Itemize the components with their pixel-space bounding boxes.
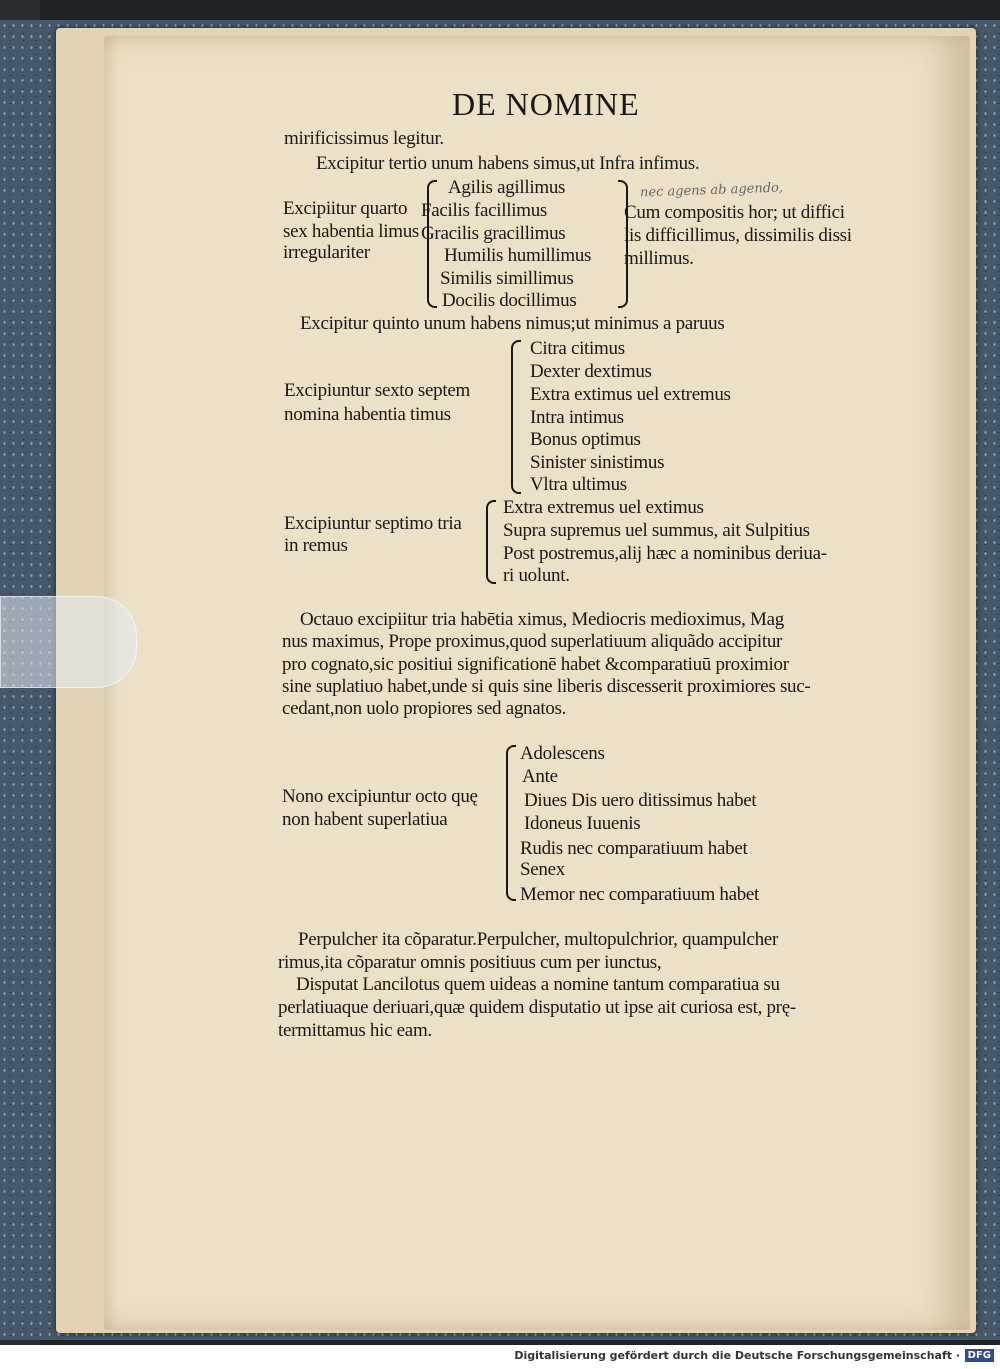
text-line: rimus,ita cõparatur omnis positiuus cum per iunctus,: [278, 952, 662, 973]
brace: [486, 500, 496, 584]
text-line: Excipiitur quarto: [283, 198, 408, 219]
text-line: Gracilis gracillimus: [421, 223, 566, 244]
text-line: Adolescens: [520, 743, 605, 764]
text-line: Memor nec comparatiuum habet: [520, 884, 760, 905]
scanner-clip: [0, 596, 137, 688]
text-line: Humilis humillimus: [444, 245, 592, 266]
text-line: Intra intimus: [530, 407, 624, 428]
text-line: Excipitur quinto unum habens nimus;ut minimus a paruus: [300, 313, 725, 334]
text-line: Facilis facillimus: [421, 200, 547, 221]
text-line: Cum compositis hor; ut diffici: [624, 202, 845, 223]
text-line: pro cognato,sic positiui significationē habet &comparatiuū proximior: [282, 654, 789, 675]
text-line: Post postremus,alij hæc a nominibus deriua-: [503, 543, 827, 564]
brace: [511, 340, 521, 494]
text-line: Perpulcher ita cõparatur.Perpulcher, multopulchrior, quampulcher: [298, 929, 778, 950]
text-line: Supra supremus uel summus, ait Sulpitius: [503, 520, 810, 541]
text-line: ri uolunt.: [503, 565, 570, 586]
text-line: Extra extremus uel extimus: [503, 497, 704, 518]
page-header: DE NOMINE: [452, 86, 640, 122]
text-line: Bonus optimus: [530, 429, 641, 450]
text-line: Rudis nec comparatiuum habet: [520, 838, 748, 859]
text-line: Sinister sinistimus: [530, 452, 665, 473]
text-line: nomina habentia timus: [284, 404, 451, 425]
text-line: Extra extimus uel extremus: [530, 384, 731, 405]
text-line: cedant,non uolo propiores sed agnatos.: [282, 698, 567, 719]
text-line: Docilis docillimus: [442, 290, 577, 311]
text-line: Octauo excipiitur tria habētia ximus, Mediocris medioximus, Mag: [300, 609, 784, 630]
dfg-logo: DFG: [965, 1349, 994, 1362]
text-line: Excipiuntur septimo tria: [284, 513, 462, 534]
footer-credit: Digitalisierung gefördert durch die Deutsche Forschungsgemeinschaft ·: [514, 1349, 960, 1362]
text-line: Vltra ultimus: [530, 474, 627, 495]
text-line: Ante: [522, 766, 558, 787]
text-line: irregulariter: [283, 242, 370, 263]
text-line: millimus.: [624, 248, 694, 269]
text-line: Agilis agillimus: [448, 177, 566, 198]
text-line: in remus: [284, 535, 348, 556]
text-line: sex habentia limus: [283, 221, 420, 242]
text-line: sine suplatiuo habet,unde si quis sine liberis discesserit proximiores suc-: [282, 676, 811, 697]
text-line: Citra citimus: [530, 338, 625, 359]
text-line: Disputat Lancilotus quem uideas a nomine tantum comparatiua su: [296, 974, 780, 995]
text-line: termittamus hic eam.: [278, 1020, 432, 1041]
text-line: perlatiuaque deriuari,quæ quidem disputatio ut ipse ait curiosa est, prę-: [278, 997, 796, 1018]
text-line: Nono excipiuntur octo quę: [282, 786, 478, 807]
text-line: lis difficillimus, dissimilis dissi: [624, 225, 852, 246]
brace: [506, 745, 516, 901]
text-line: mirificissimus legitur.: [284, 128, 444, 149]
text-line: Similis simillimus: [440, 268, 574, 289]
text-line: Excipiuntur sexto septem: [284, 380, 470, 401]
text-line: Dexter dextimus: [530, 361, 652, 382]
handwritten-annotation: nec agens ab agendo,: [639, 180, 784, 201]
text-line: Diues Dis uero ditissimus habet: [524, 790, 757, 811]
text-line: Idoneus Iuuenis: [524, 813, 641, 834]
text-line: Senex: [520, 859, 565, 880]
text-line: Excipitur tertio unum habens simus,ut Infra infimus.: [316, 153, 700, 174]
text-line: non habent superlatiua: [282, 809, 448, 830]
text-line: nus maximus, Prope proximus,quod superlatiuum aliquãdo accipitur: [282, 631, 783, 652]
